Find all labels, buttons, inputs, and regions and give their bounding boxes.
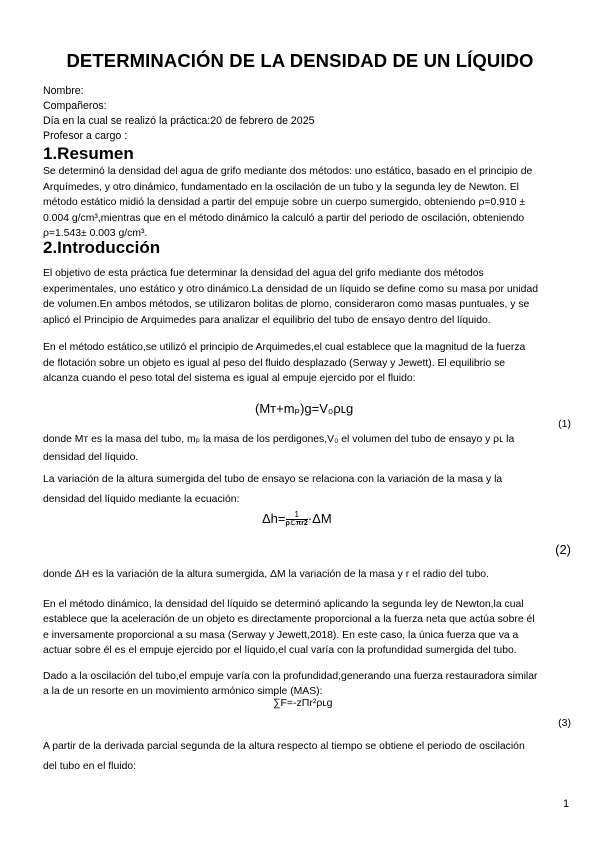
paragraph-line: La variación de la altura sumergida del tubo de ensayo se relaciona con la variación de la masa y la — [43, 474, 503, 485]
where-paragraph-1 — [43, 431, 571, 467]
resumen-line: Arquímedes, y otro dinámico, fundamentado en la oscilación de un tubo y la segunda ley de Newton. El — [43, 181, 519, 193]
document-title: DETERMINACIÓN DE LA DENSIDAD DE UN LÍQUIDO — [66, 50, 534, 71]
equation-1: (Mᴛ+mₚ)g=V₀ρʟg — [255, 401, 354, 416]
intro-line: En el método estático,se utilizó el principio de Arquimedes,el cual establece que la magnitud de la fuerza — [43, 342, 526, 353]
equation-2-number: (2) — [555, 542, 571, 557]
resumen-line: Se determinó la densidad del agua de grifo mediante dos métodos: uno estático, basado en el principio de — [43, 166, 533, 177]
where-paragraph-2 — [43, 567, 571, 582]
paragraph-6 — [43, 737, 571, 777]
equation-3-number: (3) — [558, 717, 571, 729]
paragraph-line: actuar sobre él es el empuje ejercido por el líquido,el cual varía con la profundidad sumergida del tubo. — [43, 644, 517, 656]
where-line: donde ΔH es la variación de la altura sumergida, ΔM la variación de la masa y r el radio del tubo. — [43, 569, 489, 580]
resumen-paragraph — [43, 164, 571, 242]
paragraph-line: densidad del líquido mediante la ecuación: — [43, 494, 240, 505]
page-number: 1 — [563, 798, 570, 810]
paragraph-4 — [43, 597, 571, 658]
equation-2-denominator: ρℒπr2 — [285, 520, 308, 528]
meta-block — [43, 84, 315, 144]
intro-paragraph-2 — [43, 340, 571, 387]
meta-companeros: Compañeros: — [43, 100, 107, 112]
intro-line: El objetivo de esta práctica fue determinar la densidad del agua del grifo mediante dos métodos — [43, 268, 484, 279]
intro-line: aplicó el Principio de Arquimedes para analizar el equilibrio del tubo de ensayo dentro del líquido. — [43, 314, 491, 326]
equation-2 — [262, 511, 332, 528]
paragraph-3 — [43, 470, 571, 510]
intro-line: experimentales, uno estático y otro dinámico.La densidad de un líquido se define como su masa por unidad — [43, 283, 539, 295]
meta-nombre: Nombre: — [43, 85, 84, 97]
equation-2-numerator: 1 — [286, 511, 308, 520]
intro-line: alcanza cuando el peso total del sistema es igual al empuje ejercido por el fluido: — [43, 373, 416, 385]
equation-2-lhs: Δh= — [262, 511, 286, 526]
where-line: densidad del líquido. — [43, 452, 139, 463]
paragraph-line: del tubo en el fluido: — [43, 761, 137, 772]
paragraph-5 — [43, 669, 571, 700]
resumen-line: ρ=1.543± 0.003 g/cm³. — [43, 228, 148, 239]
paragraph-line: e inversamente proporcional a su masa (Serway y Jewett,2018). En este caso, la única fuerza que va a — [43, 629, 519, 641]
heading-resumen: 1.Resumen — [43, 144, 134, 163]
intro-paragraph-1 — [43, 266, 571, 328]
intro-line: de volumen.En ambos métodos, se utilizaron bolitas de plomo, consideraron como masas puntuales, y se — [43, 299, 530, 311]
equation-1-number: (1) — [558, 418, 571, 430]
intro-line: de flotación sobre un objeto es igual al peso del fluido desplazado (Serway y Jewett). El equilibrio se — [43, 357, 506, 369]
paragraph-line: a la de un resorte en un movimiento armónico simple (MAS): — [43, 686, 323, 698]
resumen-line: método estático midió la densidad a partir del empuje sobre un cuerpo sumergido, obteniendo ρ=0.910 ± — [43, 197, 526, 208]
where-line: donde Mᴛ es la masa del tubo, mₚ la masa de los perdigones,V₀ el volumen del tubo de ensayo y ρʟ la — [43, 434, 515, 445]
paragraph-line: A partir de la derivada parcial segunda de la altura respecto al tiempo se obtiene el periodo de oscilación — [43, 741, 525, 752]
resumen-line: 0.004 g/cm³,mientras que en el método dinámico la calculó a partir del periodo de oscilación, obteniendo — [43, 212, 525, 224]
meta-profesor: Profesor a cargo : — [43, 130, 128, 142]
heading-introduccion: 2.Introducción — [43, 238, 161, 257]
equation-3: ∑F=-zΠr²ρʟg — [273, 697, 333, 709]
equation-2-fraction — [286, 511, 308, 528]
paragraph-line: establece que la aceleración de un objeto es directamente proporcional a la fuerza neta que actúa sobre él — [43, 614, 535, 626]
paragraph-line: En el método dinámico, la densidad del líquido se determinó aplicando la segunda ley de Newton,la cual — [43, 599, 524, 610]
meta-fecha: Día en la cual se realizó la práctica:20 de febrero de 2025 — [43, 115, 315, 127]
paragraph-line: Dado a la oscilación del tubo,el empuje varía con la profundidad,generando una fuerza restauradora similar — [43, 671, 538, 682]
equation-2-rhs: ·ΔM — [307, 511, 332, 526]
